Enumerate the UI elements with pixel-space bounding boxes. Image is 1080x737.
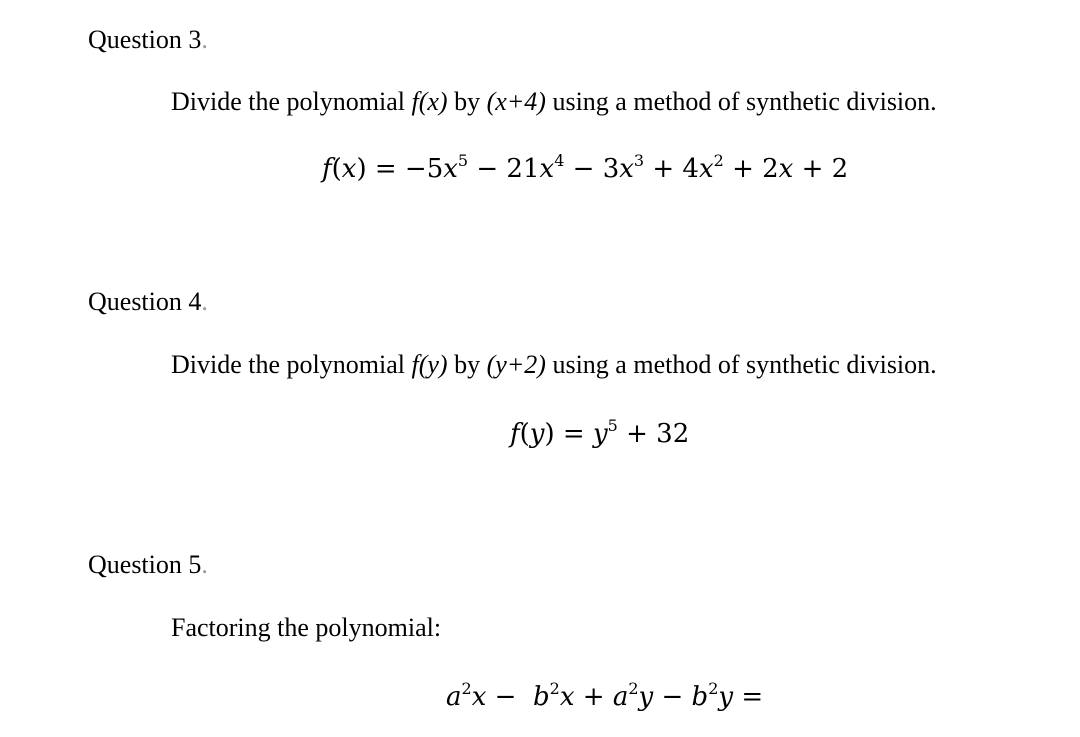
question-4-equation: $f(y) = y^5 + 32$ bbox=[510, 416, 690, 449]
divisor: (x+4) bbox=[486, 87, 546, 116]
question-3-equation: $f(x) = -5x^5 - 21x^4 - 3x^3 + 4x^2 + 2x + 2$ bbox=[322, 151, 849, 184]
question-title-text: Question 5 bbox=[88, 550, 202, 579]
question-5-title: Question 5. bbox=[88, 550, 208, 579]
question-3-title: Question 3. bbox=[88, 25, 208, 54]
question-4-title: Question 4. bbox=[88, 287, 208, 316]
function-name: f(x) bbox=[411, 87, 448, 116]
question-3-prompt: Divide the polynomial f(x) by (x+4) using a method of synthetic division. bbox=[171, 87, 937, 116]
function-name: f(y) bbox=[411, 350, 448, 379]
question-5-prompt: Factoring the polynomial: bbox=[171, 613, 442, 642]
divisor: (y+2) bbox=[486, 350, 546, 379]
question-title-text: Question 4 bbox=[88, 287, 202, 316]
question-4-prompt: Divide the polynomial f(y) by (y+2) using a method of synthetic division. bbox=[171, 350, 937, 379]
question-title-text: Question 3 bbox=[88, 25, 202, 54]
question-5-equation: $a^2x - b^2x + a^2y - b^2y$ = bbox=[446, 679, 764, 712]
